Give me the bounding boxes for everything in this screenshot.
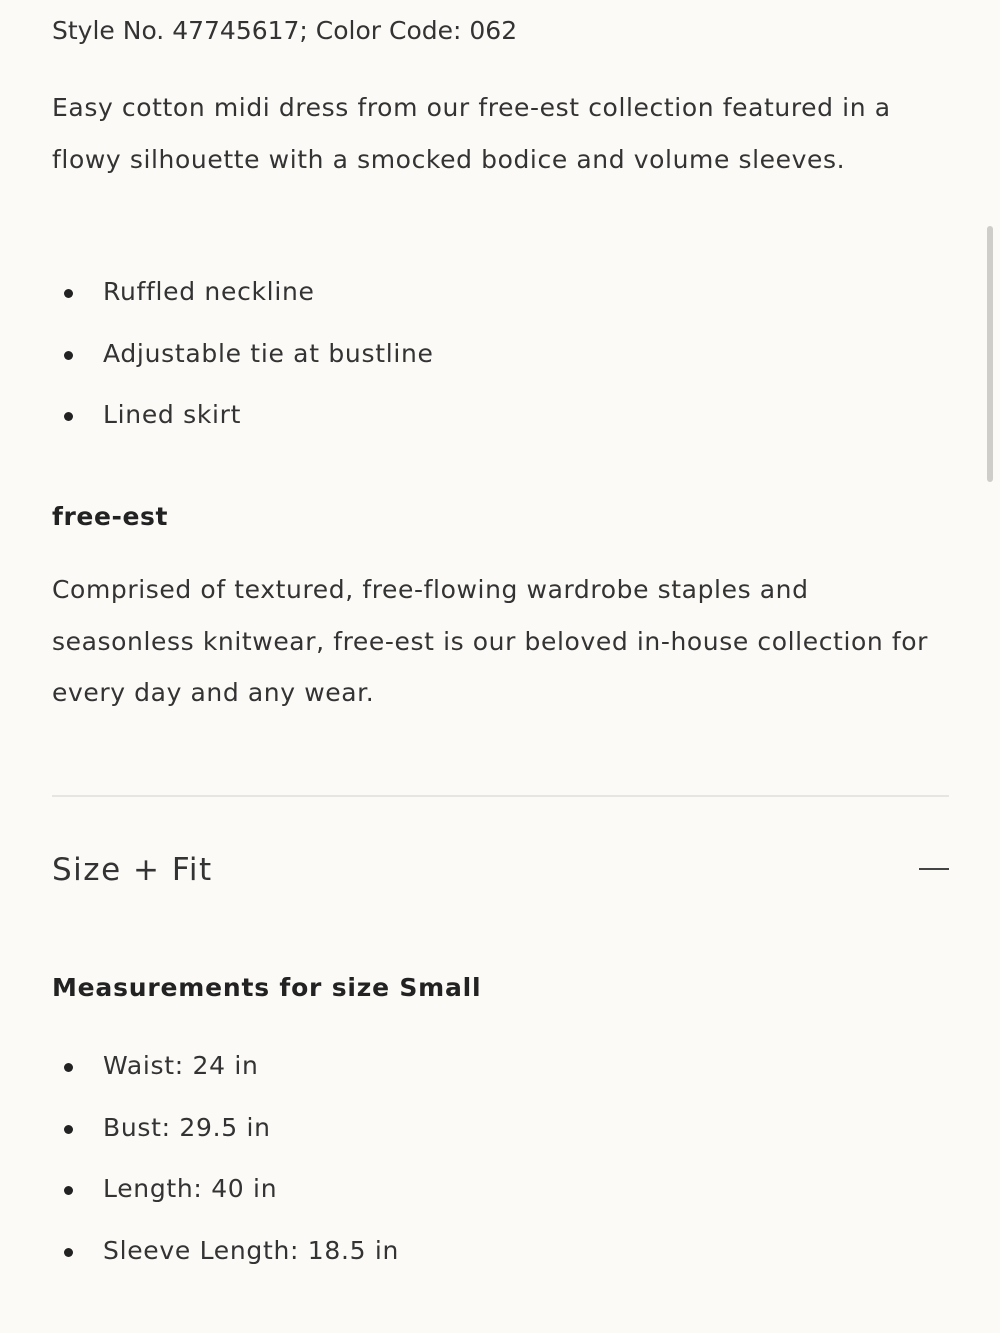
section-divider <box>52 795 949 797</box>
list-item <box>52 1111 399 1173</box>
feature-list <box>52 275 434 460</box>
bullet-icon <box>64 1186 73 1195</box>
product-description: Easy cotton midi dress from our free-est collection featured in a flowy silhouette with a smocked bodice and volume sleeves. <box>52 93 891 174</box>
list-item <box>52 1234 399 1296</box>
measurement-text: Sleeve Length: 18.5 in <box>103 1236 400 1266</box>
size-fit-accordion-toggle[interactable] <box>52 848 949 892</box>
measurement-text: Bust: 29.5 in <box>103 1112 271 1142</box>
bullet-icon <box>64 1063 73 1072</box>
minus-icon[interactable] <box>919 868 949 870</box>
feature-text: Lined skirt <box>103 400 242 430</box>
bullet-icon <box>64 1125 73 1134</box>
collection-heading: free-est <box>52 502 169 531</box>
measurements-heading: Measurements for size Small <box>52 973 482 1002</box>
list-item <box>52 275 434 337</box>
scrollbar-thumb[interactable] <box>987 226 993 482</box>
bullet-icon <box>64 1248 73 1257</box>
bullet-icon <box>64 351 73 360</box>
measurement-text: Length: 40 in <box>103 1174 278 1204</box>
feature-text: Ruffled neckline <box>103 277 315 306</box>
size-fit-title: Size + Fit <box>52 852 213 888</box>
bullet-icon <box>64 412 73 421</box>
style-number: Style No. 47745617; Color Code: 062 <box>52 16 518 45</box>
list-item <box>52 1172 399 1234</box>
measurements-list <box>52 1049 399 1296</box>
list-item <box>52 1049 399 1111</box>
collection-description: Comprised of textured, free-flowing wardrobe staples and seasonless knitwear, free-est is our beloved in-house collection for every day and any wear. <box>52 575 929 707</box>
feature-text: Adjustable tie at bustline <box>103 338 434 368</box>
bullet-icon <box>64 289 73 298</box>
list-item <box>52 337 434 399</box>
list-item <box>52 398 434 460</box>
measurement-text: Waist: 24 in <box>103 1051 259 1080</box>
